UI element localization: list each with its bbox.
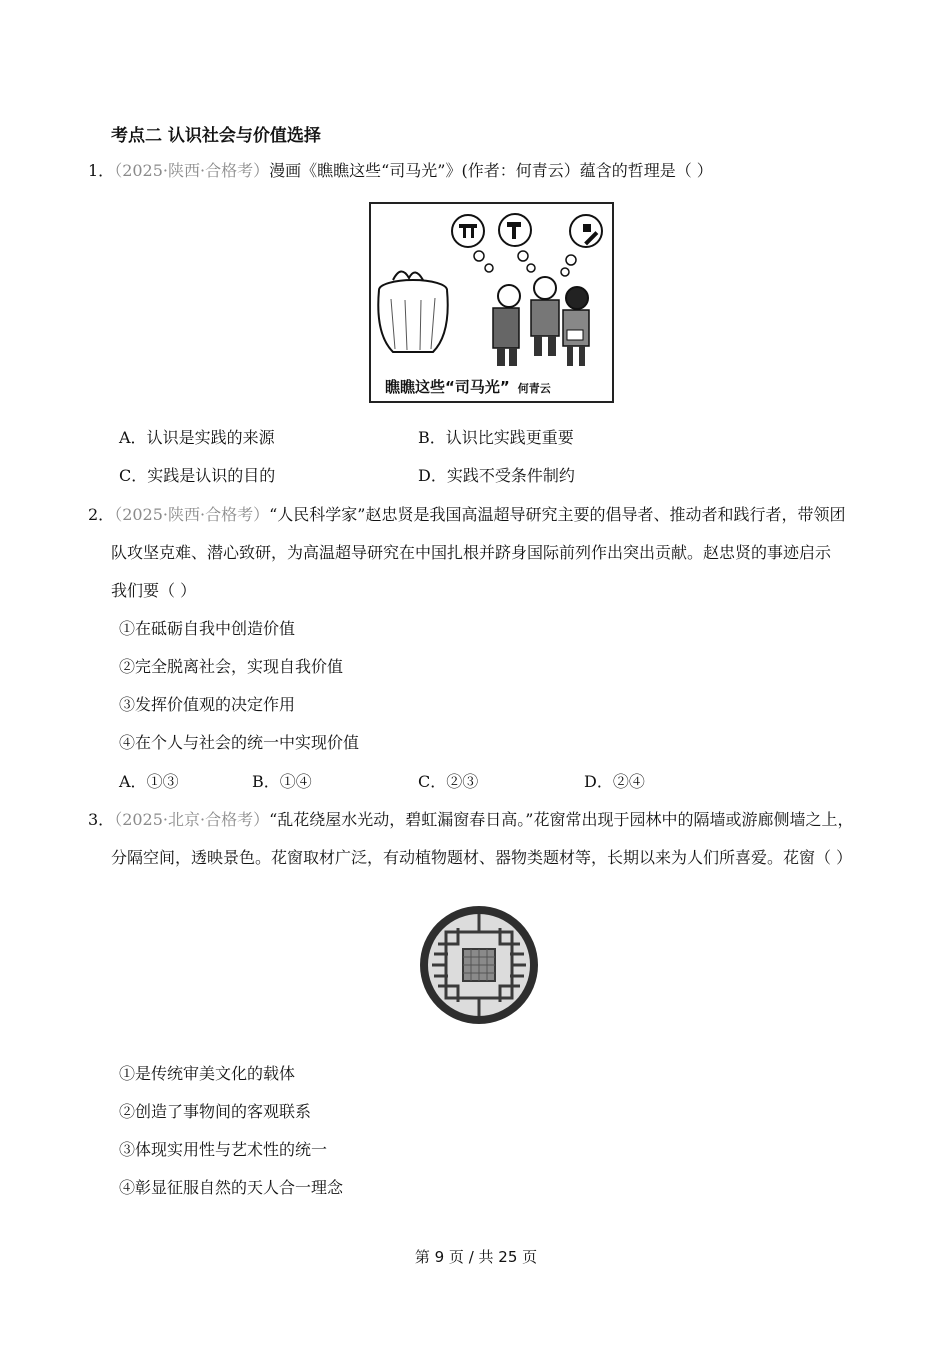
question-2-stem-line bbox=[88, 504, 845, 526]
statement: ①在砥砺自我中创造价值 bbox=[119, 619, 296, 638]
question-number: 2． bbox=[88, 505, 115, 524]
question-3-stem-line bbox=[88, 809, 853, 831]
option-text: 实践是认识的目的 bbox=[147, 466, 276, 485]
cartoon-caption bbox=[385, 376, 551, 397]
question-source: （2025·陕西·合格考） bbox=[114, 161, 270, 180]
cartoon-figure bbox=[369, 202, 614, 403]
option-c[interactable] bbox=[418, 771, 478, 793]
option-b[interactable] bbox=[252, 771, 312, 793]
question-stem-line: 分隔空间，透映景色。花窗取材广泛，有动植物题材、器物类题材等，长期以来为人们所喜爱。花窗（ ） bbox=[111, 848, 853, 867]
statement: ②创造了事物间的客观联系 bbox=[119, 1102, 312, 1121]
statement: ②完全脱离社会，实现自我价值 bbox=[119, 657, 344, 676]
option-a[interactable] bbox=[119, 427, 275, 449]
question-number: 3． bbox=[88, 810, 115, 829]
statement: ④彰显征服自然的天人合一理念 bbox=[119, 1178, 344, 1197]
option-text: 实践不受条件制约 bbox=[446, 466, 575, 485]
option-label: D． bbox=[418, 466, 447, 485]
option-text: ①③ bbox=[146, 772, 179, 791]
question-1-stem-line bbox=[88, 160, 713, 182]
question-stem: 漫画《瞧瞧这些“司马光”》(作者：何青云）蕴含的哲理是（ ） bbox=[269, 161, 713, 180]
option-text: ②④ bbox=[612, 772, 645, 791]
question-source: （2025·北京·合格考） bbox=[114, 810, 270, 829]
option-text: ①④ bbox=[279, 772, 312, 791]
statement: ①是传统审美文化的载体 bbox=[119, 1064, 296, 1083]
option-label: B． bbox=[418, 428, 446, 447]
statement: ③发挥价值观的决定作用 bbox=[119, 695, 296, 714]
page-footer: 第 9 页 / 共 25 页 bbox=[414, 1248, 538, 1266]
option-d[interactable] bbox=[584, 771, 645, 793]
cartoon-illustration bbox=[371, 204, 612, 369]
lattice-window-image bbox=[418, 892, 540, 1038]
option-label: A． bbox=[119, 428, 147, 447]
question-stem-line: 我们要（ ） bbox=[111, 581, 197, 600]
option-b[interactable] bbox=[418, 427, 574, 449]
cartoon-title: 瞧瞧这些“司马光” bbox=[385, 378, 510, 396]
cartoon-author: 何青云 bbox=[517, 382, 551, 395]
option-label: A． bbox=[119, 772, 147, 791]
option-label: C． bbox=[418, 772, 447, 791]
question-stem-line: 队攻坚克难、潜心致研，为高温超导研究在中国扎根并跻身国际前列作出突出贡献。赵忠贤的事迹启示 bbox=[111, 543, 832, 562]
option-label: D． bbox=[584, 772, 613, 791]
option-d[interactable] bbox=[418, 465, 575, 487]
option-label: B． bbox=[252, 772, 280, 791]
option-text: 认识比实践更重要 bbox=[445, 428, 574, 447]
option-a[interactable] bbox=[119, 771, 179, 793]
statement: ④在个人与社会的统一中实现价值 bbox=[119, 733, 360, 752]
option-text: ②③ bbox=[446, 772, 479, 791]
option-c[interactable] bbox=[119, 465, 275, 487]
section-title: 考点二 认识社会与价值选择 bbox=[111, 126, 321, 146]
question-source: （2025·陕西·合格考） bbox=[114, 505, 270, 524]
question-number: 1． bbox=[88, 161, 115, 180]
statement: ③体现实用性与艺术性的统一 bbox=[119, 1140, 328, 1159]
option-label: C． bbox=[119, 466, 148, 485]
question-stem: “人民科学家”赵忠贤是我国高温超导研究主要的倡导者、推动者和践行者，带领团 bbox=[269, 505, 846, 524]
option-text: 认识是实践的来源 bbox=[146, 428, 275, 447]
question-stem: “乱花绕屋水光动，碧虹漏窗春日高。”花窗常出现于园林中的隔墙或游廊侧墙之上， bbox=[269, 810, 854, 829]
